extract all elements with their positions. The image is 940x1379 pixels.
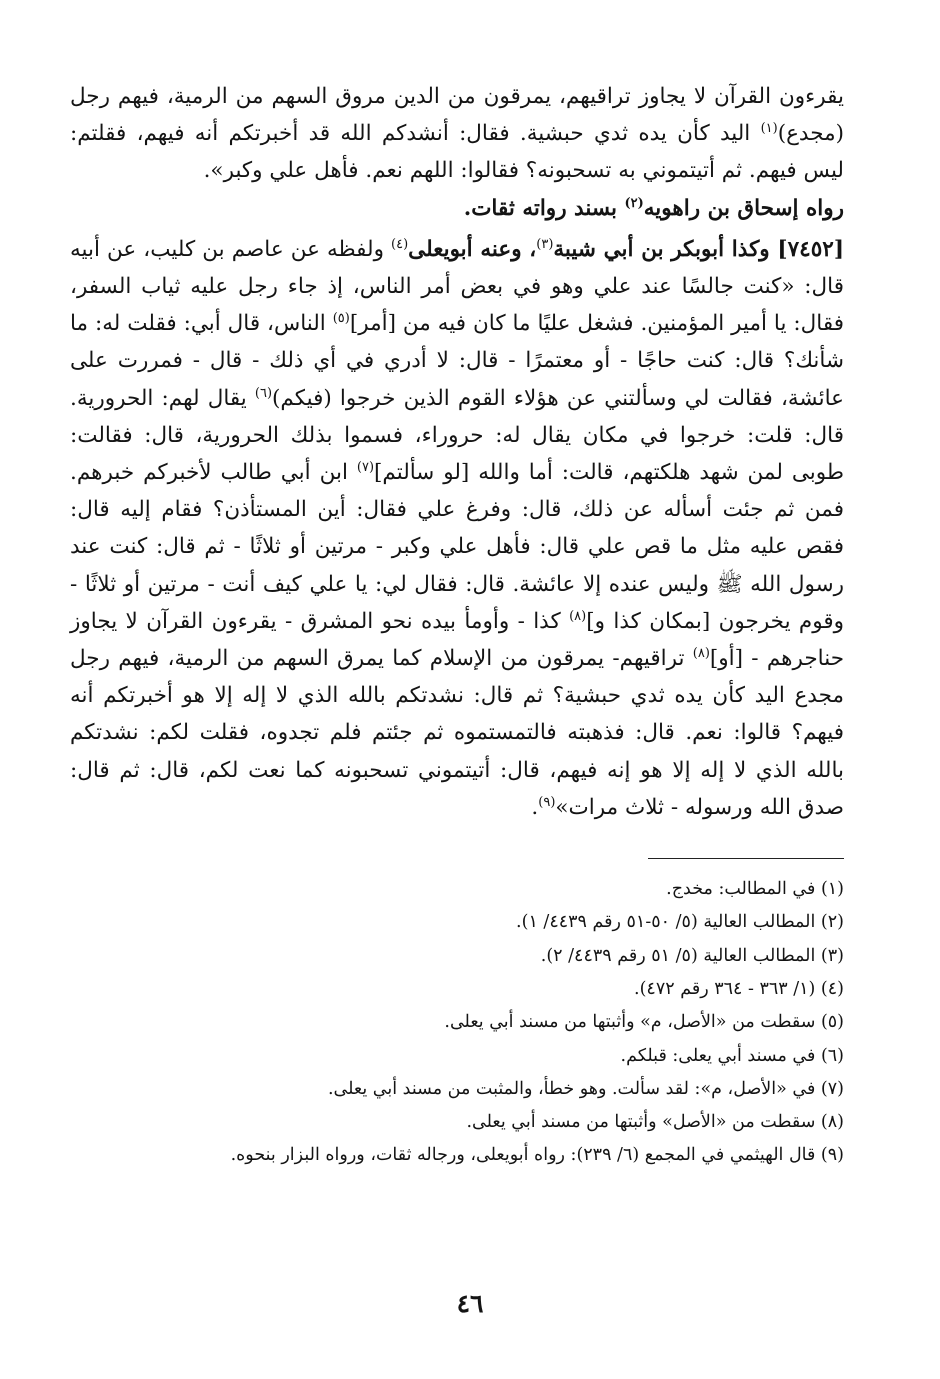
footnote-6: (٦) في مسند أبي يعلى: قبلكم. xyxy=(620,1045,844,1066)
text-run: ولفظه عن عاصم بن كليب، عن أبيه قال: «كنت جالسًا عند علي وهو في بعض أمر الناس، إذ جاء رجل عليه ثياب السفر، فقال: يا أمير المؤمنين. فشغل عليًا ما كان فيه من [أمر] xyxy=(70,236,844,337)
text-run: يقال لهم: الحرورية. قال: قلت: خرجوا في مكان يقال له: حروراء، فسموا بذلك الحرورية، قال: فقالت: طوبى لمن شهد هلكتهم، قالت: أما والله [لو سألتم] xyxy=(70,385,844,486)
footnote-ref-8: (٨) xyxy=(692,645,710,661)
footnote-4: (٤) (١/ ٣٦٣ - ٣٦٤ رقم ٤٧٢). xyxy=(634,978,844,999)
text-run: تراقيهم- يمرقون من الإسلام كما يمرق السهم من الرمية، فيهم رجل مجدع اليد كأن يده ثدي حبشية؟ ثم قال: نشدتكم بالله الذي لا إله إلا هو أخبرتكم أنه فيهم؟ قالوا: نعم. قال: فذهبته فالتمستموه ثم جئتم فلم تجدوه، فقلت لكم: نشدتكم بالله الذي لا إله إلا هو إنه فيهم، قال: أتيتموني تسحبونه كما نعت لكم، قال: ثم قال: صدق الله ورسوله - ثلاث مرات» xyxy=(70,646,844,820)
text-run: كذا - وأومأ بيده نحو المشرق - يقرءون القرآن لا يجاوز حناجرهم - [أو] xyxy=(70,608,844,672)
text-run: بسند رواته ثقات. xyxy=(463,195,625,221)
footnotes xyxy=(70,873,844,1173)
footnote-8: (٨) سقطت من «الأصل» وأثبتها من مسند أبي يعلى. xyxy=(466,1112,844,1133)
paragraph-hadith-end xyxy=(70,78,844,190)
text-run: وكذا أبوبكر بن أبي شيبة xyxy=(553,236,778,262)
footnote-divider xyxy=(648,858,844,859)
footnote-ref-4: (٤) xyxy=(391,236,409,252)
footnote-2: (٢) المطالب العالية (٥/ ٥٠-٥١ رقم ٤٤٣٩/ ١). xyxy=(516,912,844,933)
text-run: يقرءون القرآن لا يجاوز تراقيهم، يمرقون من الدين مروق السهم من الرمية، فيهم رجل (مجدع) xyxy=(70,84,844,147)
footnote-3: (٣) المطالب العالية (٥/ ٥١ رقم ٤٤٣٩/ ٢). xyxy=(540,945,844,966)
main-text xyxy=(70,78,844,826)
text-run: الناس، قال أبي: فقلت له: ما شأنك؟ قال: كنت حاجًا - أو معتمرًا - قال: لا أدري في أي ذلك - قال - فمررت على عائشة، فقالت لي وسألتني عن هؤلاء القوم الذين خرجوا (فيكم) xyxy=(70,311,844,411)
text-run: اليد كأن يده ثدي حبشية. فقال: أنشدكم الله قد أخبرتكم أنه فيهم، فقلتم: ليس فيهم. ثم أتيتموني به تسحبونه؟ فقالوا: اللهم نعم. فأهل علي وكبر». xyxy=(70,121,844,184)
text-run: ابن أبي طالب لأخبركم خبرهم. فمن ثم جئت أسأله عن ذلك، قال: وفرغ علي فقال: أين المستأذن؟ فقام إليه قال: فقص عليه مثل ما قص علي قال: فأهل علي وكبر - مرتين أو ثلاثًا - ثم قال: كنت عند رسول الله ﷺ وليس عنده إلا عائشة. قال: فقال لي: يا علي كيف أنت - مرتين أو ثلاثًا - وقوم يخرجون [بمكان كذا و] xyxy=(70,460,844,634)
footnote-1: (١) في المطالب: مخدج. xyxy=(666,879,844,900)
paragraph-narration xyxy=(70,190,844,227)
footnote-9: (٩) قال الهيثمي في المجمع (٦/ ٢٣٩): رواه أبويعلى، ورجاله ثقات، ورواه البزار بنحوه. xyxy=(230,1145,844,1166)
text-run: . xyxy=(531,794,539,820)
footnote-ref-7: (٧) xyxy=(356,459,375,475)
footnote-ref-3: (٣) xyxy=(536,236,554,252)
footnote-ref-1: (١) xyxy=(760,121,778,137)
page-number: ٤٦ xyxy=(456,1289,484,1318)
footnote-ref-2: (٢) xyxy=(624,195,644,211)
paragraph-hadith-7452 xyxy=(70,231,844,826)
footnote-5: (٥) سقطت من «الأصل، م» وأثبتها من مسند أبي يعلى. xyxy=(444,1012,844,1033)
footnote-ref-8: (٨) xyxy=(569,608,587,624)
text-run: ، وعنه أبويعلى xyxy=(408,236,537,262)
hadith-number: [٧٤٥٢] xyxy=(777,236,844,262)
text-run: رواه إسحاق بن راهويه xyxy=(643,195,844,221)
footnote-ref-9: (٩) xyxy=(538,794,556,810)
footnote-7: (٧) في «الأصل، م»: لقد سألت. وهو خطأ، والمثبت من مسند أبي يعلى. xyxy=(327,1078,844,1099)
footnote-ref-6: (٦) xyxy=(254,385,273,401)
footnote-ref-5: (٥) xyxy=(332,311,350,327)
